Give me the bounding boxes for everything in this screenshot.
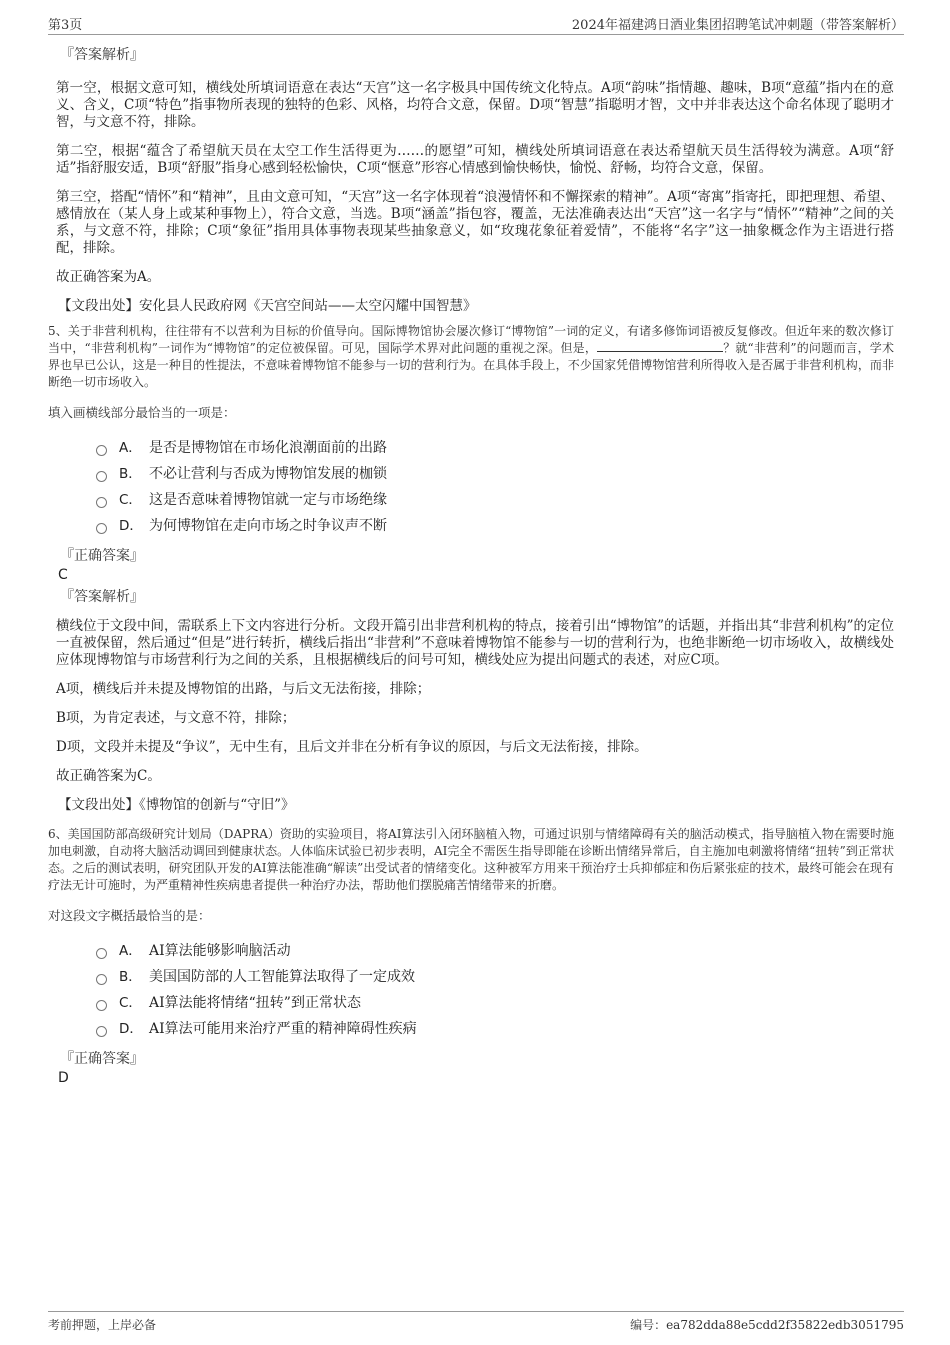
question-6-answer-label: 『正确答案』 <box>60 1051 144 1067</box>
fill-blank <box>597 340 723 352</box>
question-6-prompt: 对这段文字概括最恰当的是： <box>48 908 211 923</box>
prev-analysis-label: 『答案解析』 <box>60 47 144 63</box>
radio-icon[interactable] <box>96 974 107 985</box>
option-d[interactable]: D． AI算法可能用来治疗严重的精神障碍性疾病 <box>96 1016 894 1042</box>
page-footer <box>48 1311 904 1336</box>
question-5-source: 【文段出处】《博物馆的创新与“守旧”》 <box>58 797 295 813</box>
radio-icon[interactable] <box>96 948 107 959</box>
option-d[interactable]: D． 为何博物馆在走向市场之时争议声不断 <box>96 513 894 539</box>
prev-conclusion: 故正确答案为A。 <box>56 269 161 285</box>
question-6-options <box>56 938 894 1042</box>
prev-analysis-p3: 第三空，搭配“情怀”和“精神”，且由文意可知，“天宫”这一名字体现着“浪漫情怀和不懈探索的精神”。A项“寄寓”指寄托，即把理想、希望、感情放在（某人身上或某种事物上），符合文意，当选。B项“涵盖”指包容，覆盖，无法准确表达出“天宫”这一名字与“情怀”“精神”之间的关系，与文意不符，排除；C项“象征”指用具体事物表现某些抽象意义，如“玫瑰花象征着爱情”，不能将“名字”这一抽象概念作为主语进行搭配，排除。 <box>56 189 894 256</box>
prev-analysis-p1: 第一空，根据文意可知，横线处所填词语意在表达“天宫”这一名字极具中国传统文化特点。A项“韵味”指情趣、趣味，B项“意蕴”指内在的意义、含义，C项“特色”指事物所表现的独特的色彩、风格，均符合文意，保留。D项“智慧”指聪明才智，文中并非表达这个命名体现了聪明才智，与文意不符，排除。 <box>56 80 894 130</box>
document-title: 2024年福建鸿日酒业集团招聘笔试冲刺题（带答案解析） <box>571 18 904 33</box>
option-c[interactable]: C． AI算法能将情绪“扭转”到正常状态 <box>96 990 894 1016</box>
document-code: 编号：ea782dda88e5cdd2f35822edb3051795 <box>630 1318 904 1332</box>
radio-icon[interactable] <box>96 523 107 534</box>
footer-slogan: 考前押题，上岸必备 <box>48 1318 157 1332</box>
prev-source: 【文段出处】安化县人民政府网《天宫空间站——太空闪耀中国智慧》 <box>58 298 477 314</box>
radio-icon[interactable] <box>96 497 107 508</box>
radio-icon[interactable] <box>96 445 107 456</box>
question-5-note-d: D项，文段并未提及“争议”，无中生有，且后文并非在分析有争议的原因，与后文无法衔接，排除。 <box>56 739 648 755</box>
question-5-analysis-label: 『答案解析』 <box>60 589 144 605</box>
radio-icon[interactable] <box>96 471 107 482</box>
question-5-conclusion: 故正确答案为C。 <box>56 768 161 784</box>
radio-icon[interactable] <box>96 1000 107 1011</box>
page-content <box>48 46 894 1091</box>
prev-analysis-p2: 第二空，根据“蕴含了希望航天员在太空工作生活得更为……的愿望”可知，横线处所填词语意在表达希望航天员生活得较为满意。A项“舒适”指舒服安适，B项“舒服”指身心感到轻松愉快，C项“惬意”形容心情感到愉快畅快，愉悦、舒畅，均符合文意，保留。 <box>56 143 894 176</box>
question-5-note-b: B项，为肯定表述，与文意不符，排除； <box>56 710 296 726</box>
question-5-text: 5、关于非营利机构，往往带有不以营利为目标的价值导向。国际博物馆协会屡次修订“博物馆”一词的定义，有诸多修饰词语被反复修改。但近年来的数次修订当中，“非营利机构”一词作为“博物馆”的定位被保留。可见，国际学术界对此问题的重视之深。但是， ？就“非营利”的问题而言，学术界也早已公认，这是一种目的性提法，不意味着博物馆不能参与一切的营利行为。在具体手段上，不少国家凭借博物馆营利所得收入是否属于非营利机构，而非断绝一切市场收入。 <box>48 324 894 389</box>
radio-icon[interactable] <box>96 1026 107 1037</box>
question-6-answer: D <box>58 1070 69 1086</box>
question-5-analysis: 横线位于文段中间，需联系上下文内容进行分析。文段开篇引出非营利机构的特点，接着引出“博物馆”的话题，并指出其“非营利机构”的定位一直被保留，然后通过“但是”进行转折，横线后指出“非营利”不意味着博物馆不能参与一切的营利行为，也绝非断绝一切市场收入，故横线处应体现博物馆与市场营利行为之间的关系，且根据横线后的问号可知，横线处应为提出问题式的表述，对应C项。 <box>56 618 894 668</box>
question-5-options <box>56 435 894 539</box>
option-b[interactable]: B． 美国国防部的人工智能算法取得了一定成效 <box>96 964 894 990</box>
question-5-prompt: 填入画横线部分最恰当的一项是： <box>48 405 236 420</box>
page-header <box>48 12 904 35</box>
option-a[interactable]: A． 是否是博物馆在市场化浪潮面前的出路 <box>96 435 894 461</box>
option-b[interactable]: B． 不必让营利与否成为博物馆发展的枷锁 <box>96 461 894 487</box>
question-5-answer: C <box>58 567 68 583</box>
option-c[interactable]: C． 这是否意味着博物馆就一定与市场绝缘 <box>96 487 894 513</box>
page-number: 第3页 <box>48 18 83 33</box>
question-5-note-a: A项，横线后并未提及博物馆的出路，与后文无法衔接，排除； <box>56 681 431 697</box>
question-5-answer-label: 『正确答案』 <box>60 548 144 564</box>
option-a[interactable]: A． AI算法能够影响脑活动 <box>96 938 894 964</box>
question-6-text: 6、美国国防部高级研究计划局（DAPRA）资助的实验项目，将AI算法引入闭环脑植入物，可通过识别与情绪障碍有关的脑活动模式，指导脑植入物在需要时施加电刺激，自动将大脑活动调回到健康状态。人体临床试验已初步表明，AI完全不需医生指导即能在诊断出情绪异常后，自主施加电刺激将情绪“扭转”到正常状态。之后的测试表明，研究团队开发的AI算法能准确“解读”出受试者的情绪变化。这种被军方用来干预治疗士兵抑郁症和伤后紧张症的技术，最终可能会在现有疗法无计可施时，为严重精神性疾病患者提供一种治疗办法，帮助他们摆脱痛苦情绪带来的折磨。 <box>48 827 894 892</box>
